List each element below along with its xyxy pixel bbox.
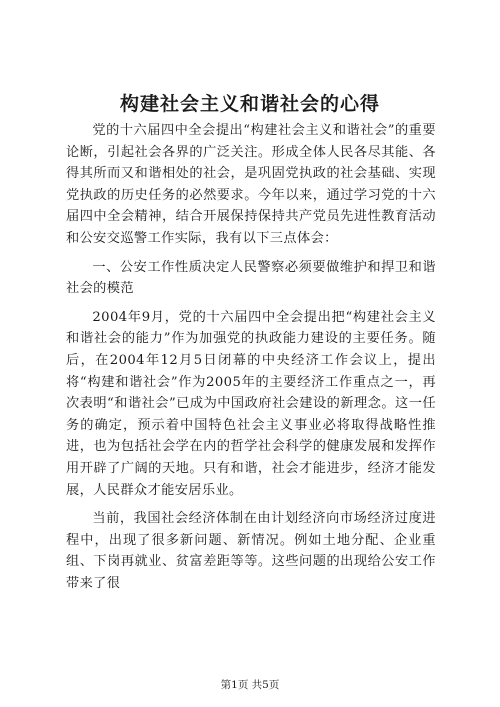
page-footer: 第1页 共5页 — [220, 679, 280, 691]
document-title: 构建社会主义和谐社会的心得 — [119, 93, 380, 115]
paragraph-intro: 党的十六届四中全会提出“构建社会主义和谐社会”的重要论断，引起社会各界的广泛关注。形成全体人民各尽其能、各得其所而又和谐相处的社会，是巩固党执政的社会基础、实现党执政的历史任务的必然要求。今年以来，通过学习党的十六届四中全会精神，结合开展保持保持共产党员先进性教育活动和公安交巡警工作实际，我有以下三点体会： — [66, 123, 436, 246]
document-body — [66, 120, 436, 601]
paragraph-context: 2004年9月，党的十六届四中全会提出把“构建社会主义和谐社会的能力”作为加强党的执政能力建设的主要任务。随后，在2004年12月5日闭幕的中央经济工作会议上，提出将“构建和谐社会”作为2005年的主要经济工作重点之一，再次表明“和谐社会”已成为中国政府社会建设的新理念。这一任务的确定，预示着中国特色社会主义事业必将取得战略性推进，也为包括社会学在内的哲学社会科学的健康发展和发挥作用开辟了广阔的天地。只有和谐，社会才能进步，经济才能发展，人民群众才能安居乐业。 — [66, 309, 436, 498]
paragraph-current: 当前，我国社会经济体制在由计划经济向市场经济过度进程中，出现了很多新问题、新情况。例如土地分配、企业重组、下岗再就业、贫富差距等等。这些问题的出现给公安工作带来了很 — [66, 511, 436, 591]
paragraph-heading-1: 一、公安工作性质决定人民警察必须要做维护和捍卫和谐社会的模范 — [66, 259, 436, 297]
